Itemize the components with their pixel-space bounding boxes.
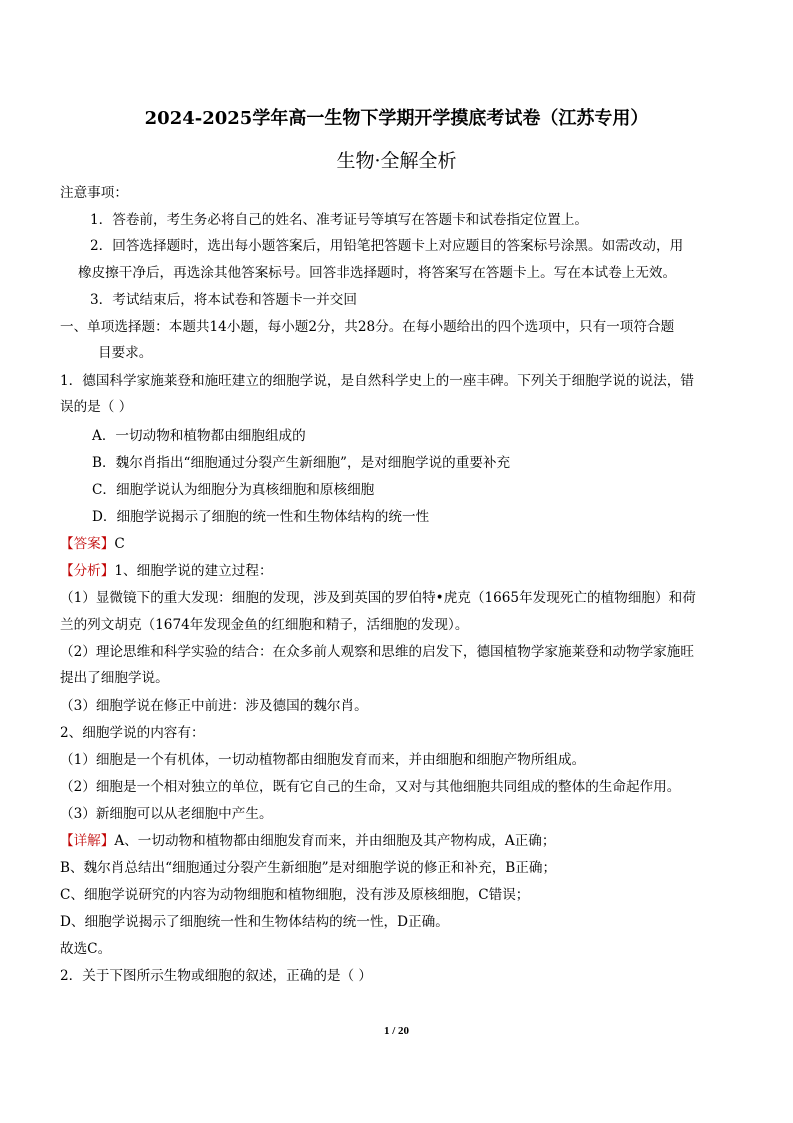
analysis-text: （1）显微镜下的重大发现：细胞的发现，涉及到英国的罗伯特•虎克（1665年发现死亡的植物细胞）和荷 — [60, 590, 696, 606]
detail-text: B、魏尔肖总结出“细胞通过分裂产生新细胞”是对细胞学说的修正和补充，B正确； — [60, 860, 557, 876]
question-2-stem: 2．关于下图所示生物或细胞的叙述，正确的是（ ） — [60, 968, 373, 984]
note-item: 3．考试结束后，将本试卷和答题卡一并交回 — [90, 292, 357, 308]
analysis-text: 1、细胞学说的建立过程： — [114, 563, 273, 579]
note-item-continued: 橡皮擦干净后，再选涂其他答案标号。回答非选择题时，将答案写在答题卡上。写在本试卷上无效。 — [78, 265, 677, 281]
detail-text: C、细胞学说研究的内容为动物细胞和植物细胞，没有涉及原核细胞，C错误； — [60, 887, 530, 903]
analysis-text: 兰的列文胡克（1674年发现金鱼的红细胞和精子，活细胞的发现）。 — [60, 617, 469, 633]
page-number: 1 / 20 — [383, 1025, 410, 1037]
analysis-text: （1）细胞是一个有机体，一切动植物都由细胞发育而来，并由细胞和细胞产物所组成。 — [60, 752, 586, 768]
section-heading: 一、单项选择题：本题共14小题，每小题2分，共28分。在每小题给出的四个选项中，只有一项符合题 — [60, 319, 675, 335]
detail-text: D、细胞学说揭示了细胞统一性和生物体结构的统一性，D正确。 — [60, 914, 449, 930]
section-heading-continued: 目要求。 — [98, 345, 153, 361]
question-1-option-d: D．细胞学说揭示了细胞的统一性和生物体结构的统一性 — [92, 509, 430, 525]
note-item: 1．答卷前，考生务必将自己的姓名、准考证号等填写在答题卡和试卷指定位置上。 — [90, 212, 589, 228]
question-1-stem-continued: 误的是（ ） — [60, 399, 133, 415]
page-title: 2024-2025学年高一生物下学期开学摸底考试卷（江苏专用） — [144, 108, 649, 129]
note-item: 2．回答选择题时，选出每小题答案后，用铅笔把答题卡上对应题目的答案标号涂黑。如需改动，用 — [90, 238, 684, 254]
analysis-text: 2、细胞学说的内容有： — [60, 725, 205, 741]
detail-label: 【详解】 — [60, 833, 115, 849]
answer-label: 【答案】 — [60, 536, 115, 552]
analysis-text: （2）细胞是一个相对独立的单位，既有它自己的生命，又对与其他细胞共同组成的整体的生命起作用。 — [60, 779, 681, 795]
question-1-option-b: B．魏尔肖指出“细胞通过分裂产生新细胞”，是对细胞学说的重要补充 — [92, 455, 511, 471]
notes-heading: 注意事项： — [60, 185, 128, 201]
analysis-text: 提出了细胞学说。 — [60, 670, 169, 686]
analysis-text: （3）细胞学说在修正中前进：涉及德国的魏尔肖。 — [60, 698, 368, 714]
analysis-text: （3）新细胞可以从老细胞中产生。 — [60, 806, 273, 822]
detail-text: 故选C。 — [60, 941, 112, 957]
analysis-label: 【分析】 — [60, 563, 115, 579]
question-1-option-c: C．细胞学说认为细胞分为真核细胞和原核细胞 — [92, 482, 375, 498]
question-1-option-a: A．一切动物和植物都由细胞组成的 — [92, 428, 306, 444]
answer-value: C — [114, 536, 125, 552]
analysis-line — [60, 561, 736, 581]
analysis-text: （2）理论思维和科学实验的结合：在众多前人观察和思维的启发下，德国植物学家施莱登和动物学家施旺 — [60, 644, 694, 660]
answer-line — [60, 534, 736, 554]
question-1-stem: 1．德国科学家施莱登和施旺建立的细胞学说，是自然科学史上的一座丰碑。下列关于细胞学说的说法，错 — [60, 373, 694, 389]
page-subtitle: 生物·全解全析 — [336, 150, 457, 172]
detail-text: A、一切动物和植物都由细胞发育而来，并由细胞及其产物构成，A正确； — [114, 833, 556, 849]
detail-line — [60, 831, 736, 851]
